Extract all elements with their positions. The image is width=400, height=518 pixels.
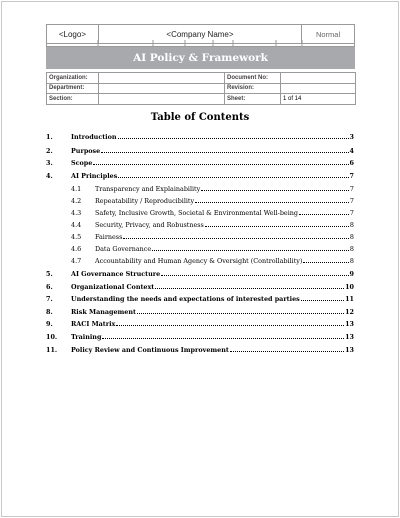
sheet-label: Sheet: [225,94,281,105]
toc-entry-text: Accountability and Human Agency & Oversight (Controllability) [95,257,303,265]
toc-leader-dots [299,214,349,215]
toc-entry-page: 10 [345,283,354,291]
toc-leader-dots [201,190,349,191]
toc-entry[interactable] [0,157,400,167]
toc-entry[interactable] [0,219,400,229]
toc-entry-text: Organizational Context [71,283,155,291]
toc-leader-dots [118,138,349,139]
toc-entry-page: 4 [349,147,354,155]
toc-entry-number: 11. [46,346,58,354]
revision-value [281,83,356,94]
toc-title: Table of Contents [150,112,250,123]
toc-entry-text: Purpose [71,147,101,155]
toc-entry[interactable] [0,243,400,253]
toc-entry-number: 4.2 [71,197,82,205]
toc-entry-text: Data Governance [95,245,152,253]
toc-entry-number: 2. [46,147,53,155]
toc-entry-page: 9 [349,270,354,278]
department-label: Department: [47,83,99,94]
toc-leader-dots [118,177,348,178]
toc-entry[interactable] [0,331,400,341]
toc-entry-page: 7 [349,172,354,180]
toc-entry-number: 4.5 [71,233,82,241]
toc-entry-text: AI Governance Structure [71,270,161,278]
toc-entry[interactable] [0,255,400,265]
toc-entry[interactable] [0,145,400,155]
section-value [99,94,225,105]
toc-entry-page: 3 [349,133,354,141]
toc-entry[interactable] [0,293,400,303]
toc-leader-dots [161,275,348,276]
section-label: Section: [47,94,99,105]
toc-entry-text: Introduction [71,133,117,141]
toc-entry-text: Policy Review and Continuous Improvement [71,346,229,354]
sheet-value: 1 of 14 [281,94,356,105]
toc-leader-dots [230,351,344,352]
toc-entry-page: 8 [349,257,354,265]
toc-entry[interactable] [0,306,400,316]
toc-entry-number: 3. [46,159,53,167]
toc-entry-number: 10. [46,333,58,341]
toc-entry-number: 4.7 [71,257,82,265]
toc-entry-page: 6 [349,159,354,167]
company-name: <Company Name> [98,25,301,44]
toc-leader-dots [152,250,349,251]
toc-entry-text: Fairness [95,233,123,241]
revision-label: Revision: [225,83,281,94]
toc-entry-number: 4.6 [71,245,82,253]
toc-entry-page: 11 [345,295,354,303]
toc-entry-number: 8. [46,308,53,316]
toc-entry-page: 12 [345,308,354,316]
department-value [99,83,225,94]
toc-entry[interactable] [0,344,400,354]
toc-entry-text: Security, Privacy, and Robustness [95,221,204,229]
toc-entry-text: Scope [71,159,93,167]
toc-entry[interactable] [0,268,400,278]
toc-leader-dots [93,164,348,165]
toc-entry-number: 4.1 [71,185,82,193]
toc-entry-number: 9. [46,320,53,328]
toc-leader-dots [101,152,348,153]
toc-leader-dots [116,325,344,326]
document-no-label: Document No: [225,73,281,84]
toc-entry-text: Safety, Inclusive Growth, Societal & Environmental Well-being [95,209,298,217]
toc-leader-dots [301,300,344,301]
toc-entry-page: 13 [345,333,354,341]
toc-entry-number: 4. [46,172,53,180]
document-info-table [46,72,356,105]
organization-value [99,73,225,84]
toc-leader-dots [123,238,349,239]
toc-entry-text: Risk Management [71,308,136,316]
logo-placeholder: <Logo> [47,25,99,44]
toc-entry[interactable] [0,183,400,193]
toc-entry-number: 6. [46,283,53,291]
toc-leader-dots [303,262,349,263]
toc-entry-text: Training [71,333,102,341]
toc-leader-dots [155,288,344,289]
toc-entry-number: 7. [46,295,53,303]
toc-entry-number: 4.4 [71,221,82,229]
toc-entry-text: RACI Matrix [71,320,116,328]
toc-entry[interactable] [0,170,400,180]
toc-entry-text: Repeatability / Reproducibility [95,197,195,205]
toc-leader-dots [195,202,349,203]
organization-label: Organization: [47,73,99,84]
toc-entry[interactable] [0,131,400,141]
document-no-value [281,73,356,84]
toc-entry-page: 8 [349,245,354,253]
toc-entry-page: 8 [349,221,354,229]
toc-entry[interactable] [0,207,400,217]
toc-leader-dots [205,226,349,227]
toc-entry[interactable] [0,318,400,328]
toc-entry-page: 7 [349,185,354,193]
document-title: AI Policy & Framework [46,47,355,69]
toc-entry-page: 13 [345,320,354,328]
classification-label: Normal [302,25,355,44]
toc-entry[interactable] [0,281,400,291]
toc-entry-number: 1. [46,133,53,141]
toc-entry-page: 13 [345,346,354,354]
toc-entry[interactable] [0,231,400,241]
toc-leader-dots [102,338,344,339]
toc-entry-page: 8 [349,233,354,241]
toc-entry-text: Transparency and Explainability [95,185,201,193]
toc-entry-text: Understanding the needs and expectations of interested parties [71,295,300,303]
toc-entry-text: AI Principles [71,172,118,180]
toc-entry-number: 4.3 [71,209,82,217]
toc-entry-number: 5. [46,270,53,278]
header-grid-lines [46,40,355,47]
toc-entry[interactable] [0,195,400,205]
toc-entry-page: 7 [349,197,354,205]
toc-entry-page: 7 [349,209,354,217]
toc-leader-dots [137,313,344,314]
